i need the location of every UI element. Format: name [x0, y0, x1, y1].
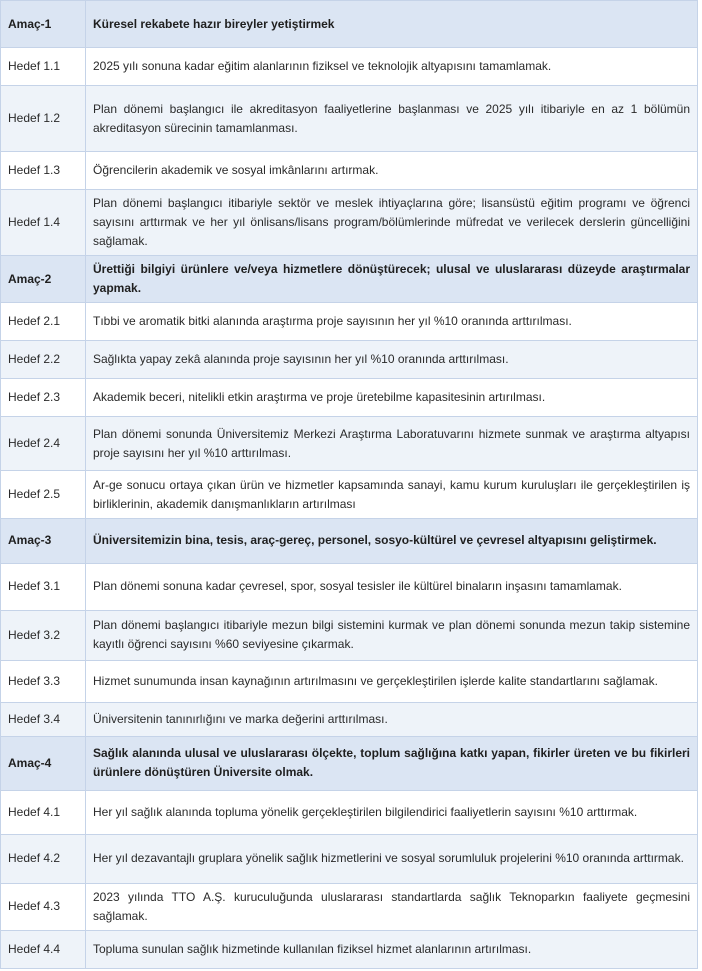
row-code: Hedef 2.1: [1, 303, 86, 341]
target-row-2-1: [1, 303, 698, 341]
target-row-3-1: [1, 563, 698, 610]
row-code: Hedef 2.4: [1, 417, 86, 471]
target-row-4-2: [1, 834, 698, 883]
row-text: Öğrencilerin akademik ve sosyal imkânlarını artırmak.: [86, 152, 698, 190]
row-code: Hedef 4.2: [1, 834, 86, 883]
row-code: Hedef 2.3: [1, 379, 86, 417]
target-row-4-3: [1, 883, 698, 930]
row-code: Hedef 1.3: [1, 152, 86, 190]
row-text: 2025 yılı sonuna kadar eğitim alanlarının fiziksel ve teknolojik altyapısını tamamlamak.: [86, 48, 698, 86]
row-code: Hedef 4.1: [1, 790, 86, 834]
row-code: Hedef 1.2: [1, 86, 86, 152]
row-text: Plan dönemi başlangıcı itibariyle mezun bilgi sistemini kurmak ve plan dönemi sonunda mezun takip sistemine kayıtlı öğrenci sayısını %60 seviyesine çıkarmak.: [86, 610, 698, 660]
target-row-1-2: [1, 86, 698, 152]
goal-row-2: [1, 256, 698, 303]
target-row-1-3: [1, 152, 698, 190]
row-text: Ürettiği bilgiyi ürünlere ve/veya hizmetlere dönüştürecek; ulusal ve uluslararası düzeyde araştırmalar yapmak.: [86, 256, 698, 303]
row-code: Amaç-2: [1, 256, 86, 303]
row-text: Üniversitemizin bina, tesis, araç-gereç, personel, sosyo-kültürel ve çevresel altyapısını geliştirmek.: [86, 519, 698, 563]
row-text: Sağlıkta yapay zekâ alanında proje sayısının her yıl %10 oranında arttırılması.: [86, 341, 698, 379]
row-text: Plan dönemi başlangıcı itibariyle sektör ve meslek ihtiyaçlarına göre; lisansüstü eğitim programı ve öğrenci sayısını arttırmak ve her yıl önlisans/lisans program/bölümlerinde müfredat ve verilecek derslerin güncelliğini sağlamak.: [86, 190, 698, 256]
row-text: Küresel rekabete hazır bireyler yetiştirmek: [86, 1, 698, 48]
target-row-2-5: [1, 471, 698, 519]
row-text: Hizmet sunumunda insan kaynağının artırılmasını ve gerçekleştirilen işlerde kalite standartlarını sağlamak.: [86, 660, 698, 702]
row-code: Hedef 2.5: [1, 471, 86, 519]
row-code: Amaç-1: [1, 1, 86, 48]
row-code: Hedef 1.1: [1, 48, 86, 86]
target-row-1-1: [1, 48, 698, 86]
row-text: 2023 yılında TTO A.Ş. kuruculuğunda uluslararası standartlarda sağlık Teknoparkın faaliyete geçmesini sağlamak.: [86, 883, 698, 930]
row-text: Plan dönemi sonunda Üniversitemiz Merkezi Araştırma Laboratuvarını hizmete sunmak ve araştırma altyapısı proje sayısını her yıl %10 arttırılması.: [86, 417, 698, 471]
goal-row-4: [1, 736, 698, 790]
row-code: Hedef 3.4: [1, 702, 86, 736]
row-code: Hedef 4.4: [1, 930, 86, 968]
row-code: Hedef 3.3: [1, 660, 86, 702]
row-text: Ar-ge sonucu ortaya çıkan ürün ve hizmetler kapsamında sanayi, kamu kurum kuruluşları ile gerçekleştirilen iş birliklerinin, akademik danışmanlıkların artırılması: [86, 471, 698, 519]
row-text: Her yıl sağlık alanında topluma yönelik gerçekleştirilen bilgilendirici faaliyetlerin sayısını %10 arttırmak.: [86, 790, 698, 834]
row-code: Hedef 1.4: [1, 190, 86, 256]
goal-row-3: [1, 519, 698, 563]
row-text: Akademik beceri, nitelikli etkin araştırma ve proje üretebilme kapasitesinin artırılması.: [86, 379, 698, 417]
row-code: Hedef 3.2: [1, 610, 86, 660]
target-row-2-2: [1, 341, 698, 379]
target-row-2-4: [1, 417, 698, 471]
row-text: Tıbbi ve aromatik bitki alanında araştırma proje sayısının her yıl %10 oranında arttırılması.: [86, 303, 698, 341]
row-code: Amaç-4: [1, 736, 86, 790]
target-row-4-4: [1, 930, 698, 968]
target-row-3-3: [1, 660, 698, 702]
row-text: Plan dönemi başlangıcı ile akreditasyon faaliyetlerine başlanması ve 2025 yılı itibariyle en az 1 bölümün akreditasyon sürecinin tamamlanması.: [86, 86, 698, 152]
row-text: Üniversitenin tanınırlığını ve marka değerini arttırılması.: [86, 702, 698, 736]
target-row-2-3: [1, 379, 698, 417]
target-row-3-4: [1, 702, 698, 736]
row-text: Sağlık alanında ulusal ve uluslararası ölçekte, toplum sağlığına katkı yapan, fikirler üreten ve bu fikirleri ürünlere dönüştüren Üniversite olmak.: [86, 736, 698, 790]
row-text: Plan dönemi sonuna kadar çevresel, spor, sosyal tesisler ile kültürel binaların inşasını tamamlamak.: [86, 563, 698, 610]
row-code: Hedef 4.3: [1, 883, 86, 930]
target-row-1-4: [1, 190, 698, 256]
row-code: Hedef 3.1: [1, 563, 86, 610]
row-code: Hedef 2.2: [1, 341, 86, 379]
target-row-3-2: [1, 610, 698, 660]
row-code: Amaç-3: [1, 519, 86, 563]
row-text: Her yıl dezavantajlı gruplara yönelik sağlık hizmetlerini ve sosyal sorumluluk projelerini %10 oranında arttırmak.: [86, 834, 698, 883]
goal-row-1: [1, 1, 698, 48]
target-row-4-1: [1, 790, 698, 834]
row-text: Topluma sunulan sağlık hizmetinde kullanılan fiziksel hizmet alanlarının artırılması.: [86, 930, 698, 968]
